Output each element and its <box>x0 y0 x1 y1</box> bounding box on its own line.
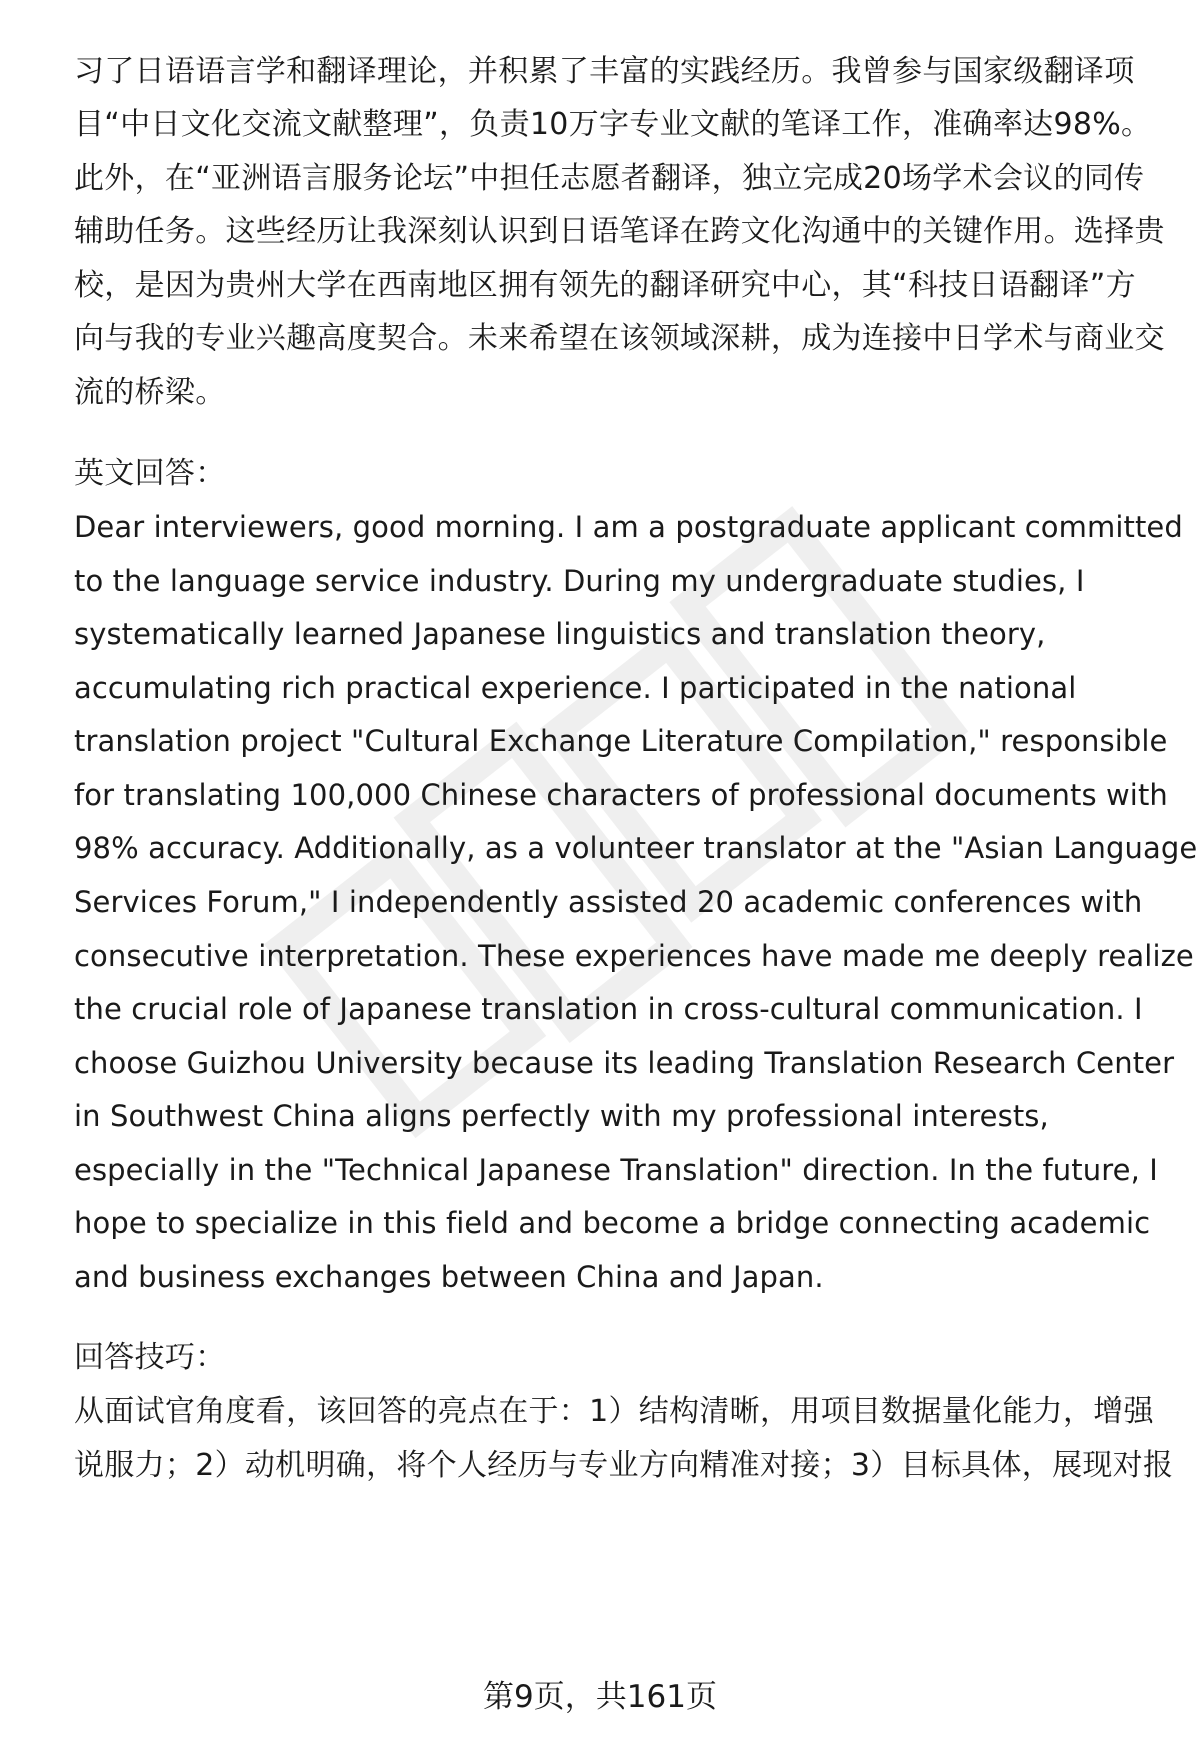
paragraph-en-line: for translating 100,000 Chinese characters of professional documents with <box>74 778 1168 812</box>
tips-heading: 回答技巧： <box>74 1340 226 1375</box>
paragraph-en-line: hope to specialize in this field and become a bridge connecting academic <box>74 1206 1151 1240</box>
paragraph-en-line: accumulating rich practical experience. I participated in the national <box>74 671 1077 705</box>
paragraph-en-line: translation project "Cultural Exchange Literature Compilation," responsible <box>74 724 1168 758</box>
paragraph-cn-line: 此外，在“亚洲语言服务论坛”中担任志愿者翻译，独立完成20场学术会议的同传 <box>74 161 1145 196</box>
paragraph-cn-line: 目“中日文化交流文献整理”，负责10万字专业文献的笔译工作，准确率达98%。 <box>74 107 1152 142</box>
paragraph-en-line: and business exchanges between China and Japan. <box>74 1260 824 1294</box>
paragraph-en-line: choose Guizhou University because its leading Translation Research Center <box>74 1046 1175 1080</box>
paragraph-cn-line: 习了日语语言学和翻译理论，并积累了丰富的实践经历。我曾参与国家级翻译项 <box>74 54 1135 89</box>
paragraph-en-line: Dear interviewers, good morning. I am a postgraduate applicant committed <box>74 510 1183 544</box>
paragraph-cn-line: 辅助任务。这些经历让我深刻认识到日语笔译在跨文化沟通中的关键作用。选择贵 <box>74 214 1165 249</box>
paragraph-en-line: the crucial role of Japanese translation in cross-cultural communication. I <box>74 992 1143 1026</box>
paragraph-cn-line: 流的桥梁。 <box>74 375 226 410</box>
paragraph-en-line: Services Forum," I independently assisted 20 academic conferences with <box>74 885 1143 919</box>
paragraph-en-line: consecutive interpretation. These experiences have made me deeply realize <box>74 939 1194 973</box>
page-number: 第9页，共161页 <box>483 1679 717 1715</box>
paragraph-en-line: systematically learned Japanese linguistics and translation theory, <box>74 617 1046 651</box>
paragraph-en-line: to the language service industry. During my undergraduate studies, I <box>74 564 1085 598</box>
paragraph-en-line: 98% accuracy. Additionally, as a volunteer translator at the "Asian Language <box>74 831 1198 865</box>
paragraph-en-line: especially in the "Technical Japanese Translation" direction. In the future, I <box>74 1153 1158 1187</box>
paragraph-en-line: in Southwest China aligns perfectly with my professional interests, <box>74 1099 1049 1133</box>
paragraph-cn-line: 向与我的专业兴趣高度契合。未来希望在该领域深耕，成为连接中日学术与商业交 <box>74 321 1165 356</box>
tips-line: 从面试官角度看，该回答的亮点在于：1）结构清晰，用项目数据量化能力，增强 <box>74 1394 1154 1429</box>
english-answer-heading: 英文回答： <box>74 456 226 491</box>
paragraph-cn-line: 校，是因为贵州大学在西南地区拥有领先的翻译研究中心，其“科技日语翻译”方 <box>74 268 1136 303</box>
tips-line: 说服力；2）动机明确，将个人经历与专业方向精准对接；3）目标具体，展现对报 <box>74 1448 1174 1483</box>
